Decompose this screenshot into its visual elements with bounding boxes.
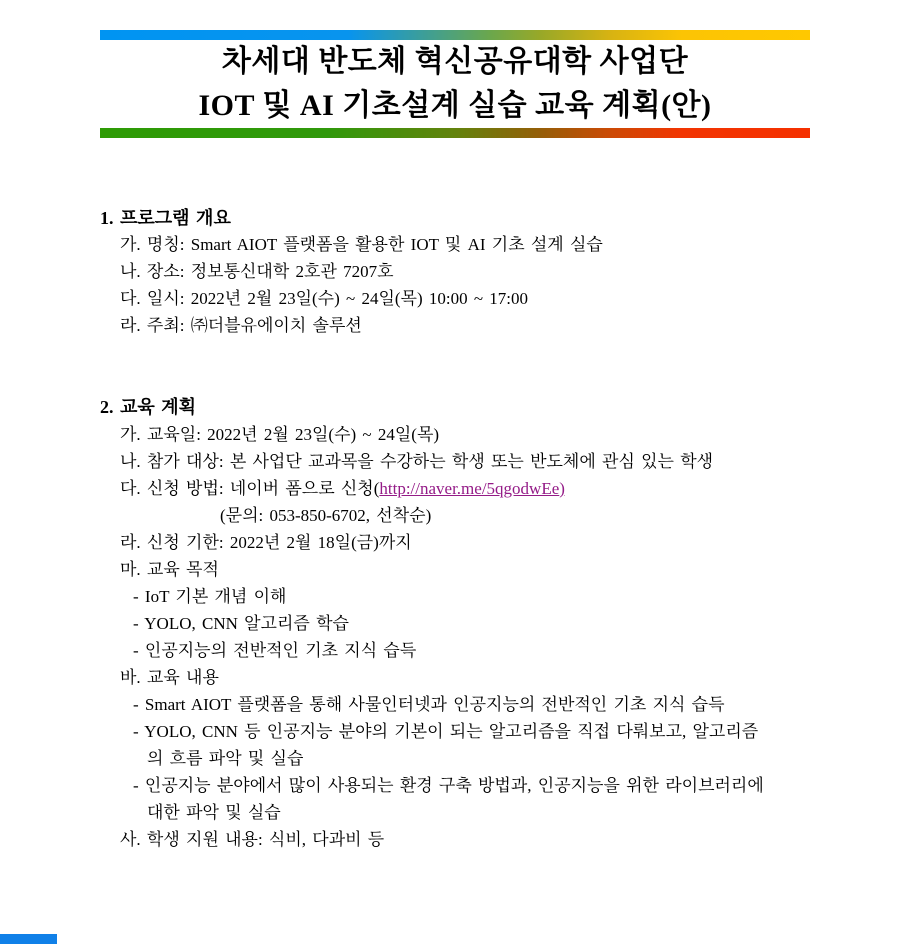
list-item-purpose-1: - IoT 기본 개념 이해 — [133, 587, 287, 606]
list-item-target: 나. 참가 대상: 본 사업단 교과목을 수강하는 학생 또는 반도체에 관심 있는 학생 — [120, 452, 714, 471]
section-program-overview — [100, 205, 840, 339]
list-item-purpose-3: - 인공지능의 전반적인 기초 지식 습득 — [133, 641, 417, 660]
title-line-2: IOT 및 AI 기초설계 실습 교육 계획(안) — [198, 89, 712, 122]
document-page — [0, 30, 906, 948]
naver-form-link[interactable]: http://naver.me/5qgodwEe — [379, 479, 560, 498]
list-item-student-support: 사. 학생 지원 내용: 식비, 다과비 등 — [120, 830, 385, 849]
list-item-content-2: - YOLO, CNN 등 인공지능 분야의 기본이 되는 알고리즘을 직접 다뤄보고, 알고리즘 — [133, 722, 759, 741]
list-item-content-3-wrap: 대한 파악 및 실습 — [147, 803, 281, 822]
list-item-content-3: - 인공지능 분야에서 많이 사용되는 환경 구축 방법과, 인공지능을 위한 라이브러리에 — [133, 776, 764, 795]
next-page-bar-sliver — [0, 934, 57, 944]
list-item-purpose-2: - YOLO, CNN 알고리즘 학습 — [133, 614, 349, 633]
apply-method-prefix: 다. 신청 방법: 네이버 폼으로 신청( — [120, 479, 380, 498]
list-item-purpose-heading: 마. 교육 목적 — [120, 560, 219, 579]
list-item-content-1: - Smart AIOT 플랫폼을 통해 사물인터넷과 인공지능의 전반적인 기초 지식 습득 — [133, 695, 725, 714]
document-title — [100, 40, 810, 128]
list-item-education-date: 가. 교육일: 2022년 2월 23일(수) ~ 24일(목) — [120, 425, 440, 444]
list-item-name: 가. 명칭: Smart AIOT 플랫폼을 활용한 IOT 및 AI 기초 설계 실습 — [120, 235, 603, 254]
title-top-gradient-bar — [100, 30, 810, 40]
document-body — [100, 205, 840, 853]
list-item-host: 라. 주최: ㈜더블유에이치 솔루션 — [120, 316, 362, 335]
list-item-apply-method — [100, 475, 840, 502]
list-item-contact: (문의: 053-850-6702, 선착순) — [220, 506, 432, 525]
section1-heading: 1. 프로그램 개요 — [100, 208, 231, 228]
list-item-deadline: 라. 신청 기한: 2022년 2월 18일(금)까지 — [120, 533, 412, 552]
title-bottom-gradient-bar — [100, 128, 810, 138]
list-item-content-2-wrap: 의 흐름 파악 및 실습 — [147, 749, 304, 768]
apply-method-suffix: ) — [559, 479, 565, 498]
list-item-datetime: 다. 일시: 2022년 2월 23일(수) ~ 24일(목) 10:00 ~ 17:00 — [120, 289, 529, 308]
list-item-content-heading: 바. 교육 내용 — [120, 668, 219, 687]
list-item-location: 나. 장소: 정보통신대학 2호관 7207호 — [120, 262, 394, 281]
section-education-plan — [100, 393, 840, 853]
section2-heading: 2. 교육 계획 — [100, 397, 197, 417]
title-line-1: 차세대 반도체 혁신공유대학 사업단 — [221, 45, 689, 78]
